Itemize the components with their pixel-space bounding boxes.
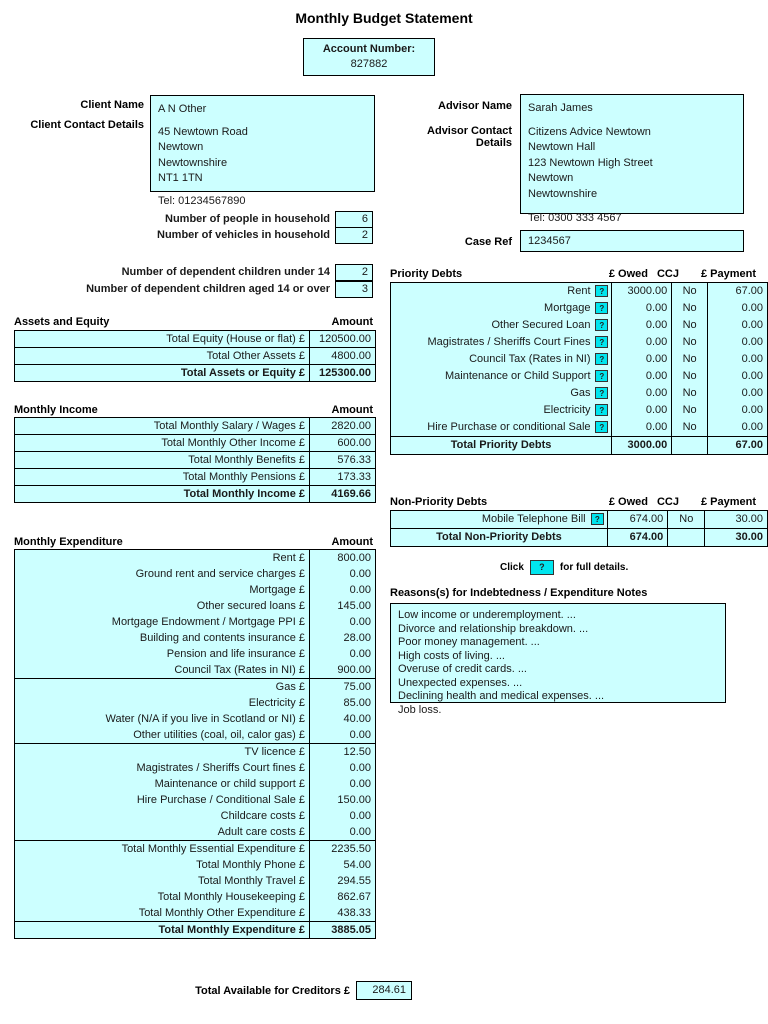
- client-details-field[interactable]: [150, 95, 375, 208]
- debt-ccj[interactable]: No: [672, 317, 708, 334]
- debt-owed[interactable]: 0.00: [612, 368, 672, 385]
- advisor-spacer: [528, 117, 736, 125]
- expenditure-amount-heading: Amount: [331, 536, 373, 548]
- row-amount[interactable]: 150.00: [310, 792, 376, 808]
- debt-owed[interactable]: 3000.00: [612, 283, 672, 301]
- children-14-or-over-label: Number of dependent children aged 14 or over: [86, 283, 330, 295]
- row-amount[interactable]: 12.50: [310, 744, 376, 761]
- row-amount[interactable]: 900.00: [310, 662, 376, 679]
- table-row: [15, 695, 376, 711]
- debt-total-label: Total Non-Priority Debts: [391, 529, 608, 547]
- row-label: Total Monthly Pensions £: [15, 469, 310, 486]
- debt-total-row: [391, 529, 768, 547]
- debt-help-cell: [593, 368, 612, 385]
- table-row: [15, 486, 376, 503]
- debt-payment[interactable]: 0.00: [707, 317, 767, 334]
- table-row: [15, 889, 376, 905]
- debt-owed[interactable]: 0.00: [612, 300, 672, 317]
- advisor-address-line-1: Newtown Hall: [528, 141, 596, 154]
- row-label: Mortgage Endowment / Mortgage PPI £: [15, 614, 310, 630]
- children-under-14-label: Number of dependent children under 14: [121, 266, 330, 278]
- debt-ccj[interactable]: No: [672, 351, 708, 368]
- debt-label: Other Secured Loan: [391, 317, 593, 334]
- table-row: [15, 824, 376, 841]
- row-amount[interactable]: 294.55: [310, 873, 376, 889]
- row-amount[interactable]: 0.00: [310, 582, 376, 598]
- row-label: Hire Purchase / Conditional Sale £: [15, 792, 310, 808]
- debt-label: Gas: [391, 385, 593, 402]
- row-label: Mortgage £: [15, 582, 310, 598]
- table-row: [15, 760, 376, 776]
- assets-table-body: [15, 331, 376, 382]
- help-icon[interactable]: ?: [595, 421, 608, 433]
- debt-row: [391, 419, 768, 437]
- total-available-for-creditors-label: Total Available for Creditors £: [195, 985, 350, 997]
- debt-total-row: [391, 437, 768, 455]
- debt-owed[interactable]: 0.00: [612, 402, 672, 419]
- row-label: Other secured loans £: [15, 598, 310, 614]
- account-number-box[interactable]: [303, 38, 435, 76]
- click-for-details-hint: [500, 560, 628, 575]
- table-row: [15, 566, 376, 582]
- row-amount[interactable]: 85.00: [310, 695, 376, 711]
- debt-total-ccj: [668, 529, 705, 547]
- debt-payment[interactable]: 0.00: [707, 385, 767, 402]
- row-label: Total Monthly Salary / Wages £: [15, 418, 310, 435]
- row-label: Total Equity (House or flat) £: [15, 331, 310, 348]
- row-label: Total Monthly Other Income £: [15, 435, 310, 452]
- debt-row: [391, 283, 768, 301]
- table-row: [15, 418, 376, 435]
- debt-ccj[interactable]: No: [672, 283, 708, 301]
- row-amount[interactable]: 54.00: [310, 857, 376, 873]
- help-icon[interactable]: ?: [595, 285, 608, 297]
- debt-help-cell: [593, 300, 612, 317]
- table-row: [15, 646, 376, 662]
- row-label: Water (N/A if you live in Scotland or NI) £: [15, 711, 310, 727]
- debt-ccj[interactable]: No: [672, 419, 708, 437]
- debt-help-cell: [588, 511, 608, 529]
- row-amount[interactable]: 0.00: [310, 566, 376, 582]
- account-number-label: Account Number:: [322, 43, 416, 56]
- help-icon[interactable]: ?: [595, 353, 608, 365]
- debt-owed[interactable]: 0.00: [612, 317, 672, 334]
- table-row: [15, 922, 376, 939]
- debt-help-cell: [593, 334, 612, 351]
- debt-help-cell: [593, 419, 612, 437]
- advisor-telephone: Tel: 0300 333 4567: [528, 211, 622, 224]
- people-in-household-field[interactable]: 6: [335, 211, 373, 228]
- assets-table: [14, 330, 376, 382]
- expenditure-table-body: [15, 550, 376, 939]
- row-amount[interactable]: 4800.00: [310, 348, 376, 365]
- debt-row: [391, 368, 768, 385]
- reason-line: Declining health and medical expenses. ...: [398, 690, 605, 703]
- debt-owed[interactable]: 0.00: [612, 351, 672, 368]
- table-row: [15, 808, 376, 824]
- table-row: [15, 905, 376, 922]
- priority-debts-ccj-heading: CCJ: [656, 268, 679, 280]
- priority-debts-payment-heading: £ Payment: [700, 268, 756, 280]
- non-priority-debts-header: [390, 496, 756, 508]
- row-amount[interactable]: 0.00: [310, 614, 376, 630]
- row-amount[interactable]: 0.00: [310, 760, 376, 776]
- advisor-name-label: Advisor Name: [438, 100, 512, 112]
- total-available-for-creditors-value: 284.61: [356, 981, 412, 1000]
- debt-ccj[interactable]: No: [672, 300, 708, 317]
- row-label: Adult care costs £: [15, 824, 310, 841]
- row-label: Other utilities (coal, oil, calor gas) £: [15, 727, 310, 744]
- client-address-line-3: Newtownshire: [158, 156, 228, 169]
- row-amount[interactable]: 2820.00: [310, 418, 376, 435]
- help-icon[interactable]: ?: [595, 302, 608, 314]
- table-row: [15, 630, 376, 646]
- income-amount-heading: Amount: [331, 404, 373, 416]
- assets-heading: Assets and Equity: [14, 316, 110, 328]
- debt-row: [391, 511, 768, 529]
- table-row: [15, 614, 376, 630]
- row-label: Pension and life insurance £: [15, 646, 310, 662]
- income-table-body: [15, 418, 376, 503]
- non-priority-debts-table-body: [391, 511, 768, 547]
- debt-total-payment: 30.00: [705, 529, 768, 547]
- debt-label: Magistrates / Sheriffs Court Fines: [391, 334, 593, 351]
- help-icon[interactable]: ?: [595, 336, 608, 348]
- income-heading: Monthly Income: [14, 404, 98, 416]
- debt-owed[interactable]: 0.00: [612, 419, 672, 437]
- non-priority-debts-owed-heading: £ Owed: [608, 496, 648, 508]
- advisor-address-line-4: Newtownshire: [528, 188, 598, 201]
- debt-row: [391, 351, 768, 368]
- advisor-contact-details-label: Advisor Contact Details: [427, 125, 512, 149]
- row-amount[interactable]: 173.33: [310, 469, 376, 486]
- row-label: Building and contents insurance £: [15, 630, 310, 646]
- row-label: Total Monthly Phone £: [15, 857, 310, 873]
- debt-payment[interactable]: 0.00: [707, 351, 767, 368]
- debt-label: Electricity: [391, 402, 593, 419]
- debt-ccj[interactable]: No: [668, 511, 705, 529]
- help-icon[interactable]: ?: [595, 404, 608, 416]
- row-amount[interactable]: 75.00: [310, 679, 376, 696]
- debt-label: Council Tax (Rates in NI): [391, 351, 593, 368]
- children-under-14-field[interactable]: 2: [335, 264, 373, 281]
- debt-row: [391, 300, 768, 317]
- debt-row: [391, 334, 768, 351]
- reason-line: Divorce and relationship breakdown. ...: [398, 622, 589, 635]
- expenditure-table: [14, 549, 376, 939]
- row-amount[interactable]: 2235.50: [310, 841, 376, 858]
- row-amount[interactable]: 576.33: [310, 452, 376, 469]
- row-amount[interactable]: 0.00: [310, 824, 376, 841]
- debt-ccj[interactable]: No: [672, 385, 708, 402]
- debt-payment[interactable]: 0.00: [707, 334, 767, 351]
- client-telephone: Tel: 01234567890: [158, 195, 246, 208]
- non-priority-debts-heading: Non-Priority Debts: [390, 496, 488, 508]
- reason-line: Poor money management. ...: [398, 636, 540, 649]
- client-spacer: [158, 118, 367, 125]
- non-priority-debts-table: [390, 510, 768, 547]
- debt-payment[interactable]: 67.00: [707, 283, 767, 301]
- debt-payment[interactable]: 0.00: [707, 300, 767, 317]
- priority-debts-header: [390, 268, 756, 280]
- table-row: [15, 582, 376, 598]
- expenditure-section-header: [14, 536, 377, 548]
- advisor-address-line-2: 123 Newtown High Street: [528, 156, 653, 169]
- children-14-or-over-field[interactable]: 3: [335, 281, 373, 298]
- debt-help-cell: [593, 385, 612, 402]
- debt-owed[interactable]: 674.00: [607, 511, 667, 529]
- help-icon[interactable]: ?: [595, 370, 608, 382]
- client-address-line-2: Newtown: [158, 141, 204, 154]
- row-amount[interactable]: 120500.00: [310, 331, 376, 348]
- debt-help-cell: [593, 402, 612, 419]
- table-row: [15, 550, 376, 567]
- debt-help-cell: [593, 283, 612, 301]
- debt-payment[interactable]: 30.00: [705, 511, 768, 529]
- table-row: [15, 744, 376, 761]
- table-row: [15, 776, 376, 792]
- row-amount[interactable]: 0.00: [310, 776, 376, 792]
- row-label: Childcare costs £: [15, 808, 310, 824]
- priority-debts-owed-heading: £ Owed: [608, 268, 648, 280]
- row-label: Council Tax (Rates in NI) £: [15, 662, 310, 679]
- debt-total-owed: 3000.00: [612, 437, 672, 455]
- row-label: Total Monthly Essential Expenditure £: [15, 841, 310, 858]
- row-label: Total Monthly Benefits £: [15, 452, 310, 469]
- row-label: Gas £: [15, 679, 310, 696]
- client-contact-details-label: Client Contact Details: [30, 119, 144, 131]
- row-label: Ground rent and service charges £: [15, 566, 310, 582]
- table-row: [15, 679, 376, 696]
- table-row: [15, 348, 376, 365]
- debt-total-owed: 674.00: [607, 529, 667, 547]
- table-row: [15, 365, 376, 382]
- debt-total-label: Total Priority Debts: [391, 437, 612, 455]
- non-priority-debts-payment-heading: £ Payment: [700, 496, 756, 508]
- debt-row: [391, 317, 768, 334]
- client-name-label: Client Name: [80, 99, 144, 111]
- row-label: Total Monthly Other Expenditure £: [15, 905, 310, 922]
- table-row: [15, 331, 376, 348]
- advisor-organisation: Citizens Advice Newtown: [528, 125, 651, 138]
- client-postcode: NT1 1TN: [158, 172, 203, 185]
- click-hint-suffix: for full details.: [559, 562, 629, 573]
- debt-payment[interactable]: 0.00: [707, 419, 767, 437]
- row-label: Total Monthly Expenditure £: [15, 922, 310, 939]
- debt-payment[interactable]: 0.00: [707, 402, 767, 419]
- reason-line: Job loss.: [398, 703, 442, 716]
- debt-total-ccj: [672, 437, 708, 455]
- advisor-spacer-2: [528, 203, 736, 211]
- row-amount[interactable]: 0.00: [310, 727, 376, 744]
- table-row: [15, 662, 376, 679]
- row-amount[interactable]: 862.67: [310, 889, 376, 905]
- page-title: Monthly Budget Statement: [295, 10, 473, 26]
- debt-label: Mobile Telephone Bill: [391, 511, 588, 529]
- priority-debts-table-body: [391, 283, 768, 455]
- advisor-details-field[interactable]: [520, 94, 744, 224]
- reasons-for-indebtedness-field[interactable]: [390, 603, 726, 716]
- table-row: [15, 469, 376, 486]
- table-row: [15, 792, 376, 808]
- reason-line: Low income or underemployment. ...: [398, 609, 576, 621]
- expenditure-heading: Monthly Expenditure: [14, 536, 123, 548]
- client-spacer-2: [158, 187, 367, 194]
- debt-row: [391, 402, 768, 419]
- table-row: [15, 727, 376, 744]
- row-label: TV licence £: [15, 744, 310, 761]
- row-amount[interactable]: 438.33: [310, 905, 376, 922]
- priority-debts-table: [390, 282, 768, 455]
- reason-line: Unexpected expenses. ...: [398, 676, 523, 689]
- assets-amount-heading: Amount: [331, 316, 373, 328]
- reason-line: Overuse of credit cards. ...: [398, 663, 527, 676]
- row-amount[interactable]: 125300.00: [310, 365, 376, 382]
- row-amount[interactable]: 40.00: [310, 711, 376, 727]
- advisor-name-value: Sarah James: [528, 102, 593, 114]
- advisor-address-line-3: Newtown: [528, 172, 574, 185]
- debt-help-cell: [593, 317, 612, 334]
- row-label: Rent £: [15, 550, 310, 567]
- row-amount[interactable]: 4169.66: [310, 486, 376, 503]
- client-name-value: A N Other: [158, 103, 207, 115]
- debt-payment[interactable]: 0.00: [707, 368, 767, 385]
- table-row: [15, 873, 376, 889]
- row-label: Total Monthly Housekeeping £: [15, 889, 310, 905]
- table-row: [15, 857, 376, 873]
- debt-owed[interactable]: 0.00: [612, 334, 672, 351]
- row-label: Maintenance or child support £: [15, 776, 310, 792]
- help-icon[interactable]: ?: [595, 319, 608, 331]
- help-icon[interactable]: ?: [591, 513, 604, 525]
- row-amount[interactable]: 145.00: [310, 598, 376, 614]
- debt-help-cell: [593, 351, 612, 368]
- row-label: Total Monthly Travel £: [15, 873, 310, 889]
- debt-owed[interactable]: 0.00: [612, 385, 672, 402]
- row-amount[interactable]: 800.00: [310, 550, 376, 567]
- case-ref-field[interactable]: 1234567: [520, 230, 744, 252]
- table-row: [15, 598, 376, 614]
- row-label: Total Other Assets £: [15, 348, 310, 365]
- people-in-household-label: Number of people in household: [165, 213, 330, 225]
- row-label: Total Assets or Equity £: [15, 365, 310, 382]
- debt-row: [391, 385, 768, 402]
- account-number-value: 827882: [350, 58, 388, 70]
- income-section-header: [14, 404, 377, 416]
- row-amount[interactable]: 0.00: [310, 646, 376, 662]
- debt-label: Hire Purchase or conditional Sale: [391, 419, 593, 437]
- table-row: [15, 711, 376, 727]
- income-table: [14, 417, 376, 503]
- debt-label: Maintenance or Child Support: [391, 368, 593, 385]
- row-label: Electricity £: [15, 695, 310, 711]
- row-amount[interactable]: 0.00: [310, 808, 376, 824]
- table-row: [15, 841, 376, 858]
- row-label: Total Monthly Income £: [15, 486, 310, 503]
- row-amount[interactable]: 3885.05: [310, 922, 376, 939]
- debt-ccj[interactable]: No: [672, 368, 708, 385]
- debt-label: Rent: [391, 283, 593, 301]
- row-amount[interactable]: 600.00: [310, 435, 376, 452]
- debt-ccj[interactable]: No: [672, 334, 708, 351]
- reasons-for-indebtedness-heading: Reasons(s) for Indebtedness / Expenditure Notes: [390, 587, 648, 599]
- debt-label: Mortgage: [391, 300, 593, 317]
- row-label: Magistrates / Sheriffs Court fines £: [15, 760, 310, 776]
- vehicles-in-household-field[interactable]: 2: [335, 227, 373, 244]
- priority-debts-heading: Priority Debts: [390, 268, 463, 280]
- table-row: [15, 435, 376, 452]
- vehicles-in-household-label: Number of vehicles in household: [157, 229, 330, 241]
- help-icon[interactable]: ?: [530, 560, 554, 575]
- row-amount[interactable]: 28.00: [310, 630, 376, 646]
- case-ref-label: Case Ref: [464, 236, 512, 248]
- click-hint-prefix: Click: [500, 562, 524, 573]
- non-priority-debts-ccj-heading: CCJ: [656, 496, 679, 508]
- debt-ccj[interactable]: No: [672, 402, 708, 419]
- client-address-line-1: 45 Newtown Road: [158, 125, 248, 138]
- table-row: [15, 452, 376, 469]
- assets-section-header: [14, 316, 377, 328]
- reason-line: High costs of living. ...: [398, 649, 505, 662]
- debt-total-payment: 67.00: [707, 437, 767, 455]
- help-icon[interactable]: ?: [595, 387, 608, 399]
